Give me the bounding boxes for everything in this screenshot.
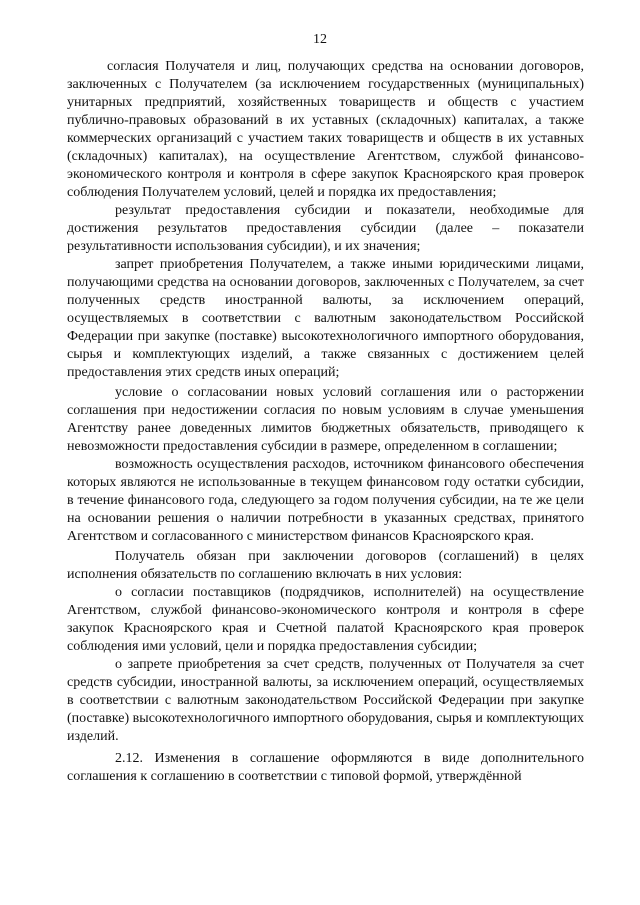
paragraph-result-indicators: результат предоставления субсидии и показатели, необходимые для достижения результатов предоставления субсидии (далее – показатели результативности использования субсидии), и их значения; bbox=[67, 203, 584, 254]
paragraph-supplier-consent: о согласии поставщиков (подрядчиков, исполнителей) на осуществление Агентством, службой финансово-экономического контроля и контроля в сфере закупок Красноярского края и Счетной палатой Красноярского края проверок соблюдения ими условий, цели и порядка предоставления субсидии; bbox=[67, 585, 584, 654]
paragraph-supplier-currency-ban: о запрете приобретения за счет средств, полученных от Получателя за счет средств субсидии, иностранной валюты, за исключением операций, осуществляемых в соответствии с валютным законодательством Российской Федерации при закупке (поставке) высокотехнологичного импортного оборудования, сырья и комплектующих изделий. bbox=[67, 657, 584, 744]
paragraph-consent-recipient: согласия Получателя и лиц, получающих средства на основании договоров, заключенных с Получателем (за исключением государственных (муниципальных) унитарных предприятий, хозяйственных товариществ и обществ с участием публично-правовых образований в их уставных (складочных) капиталах, а также коммерческих организаций с участием таких товариществ и обществ в их уставных (складочных) капиталах), на осуществление Агентством, службой финансово-экономического контроля и контроля в сфере закупок Красноярского края проверок соблюдения Получателем условий, целей и порядка их предоставления; bbox=[67, 59, 584, 200]
page-number: 12 bbox=[313, 32, 327, 47]
document-body bbox=[67, 58, 584, 786]
paragraph-2-12-amendments: 2.12. Изменения в соглашение оформляются в виде дополнительного соглашения к соглашению в соответствии с типовой формой, утверждённой bbox=[67, 751, 584, 784]
paragraph-unused-balance: возможность осуществления расходов, источником финансового обеспечения которых являются не использованные в текущем финансовом году остатки субсидии, в течение финансового года, следующего за годом получения субсидии, на те же цели на основании решения о наличии потребности в указанных средствах, принятого Агентством и согласованного с министерством финансов Красноярского края. bbox=[67, 457, 584, 544]
paragraph-new-terms-condition: условие о согласовании новых условий соглашения или о расторжении соглашения при недостижении согласия по новым условиям в случае уменьшения Агентству ранее доведенных лимитов бюджетных обязательств, приводящего к невозможности предоставления субсидии в размере, определенном в соглашении; bbox=[67, 385, 584, 454]
paragraph-recipient-obligations: Получатель обязан при заключении договоров (соглашений) в целях исполнения обязательств по соглашению включать в них условия: bbox=[67, 549, 584, 582]
paragraph-currency-ban: запрет приобретения Получателем, а также иными юридическими лицами, получающими средства на основании договоров, заключенных с Получателем, за счет полученных средств иностранной валюты, за исключением операций, осуществляемых в соответствии с валютным законодательством Российской Федерации при закупке (поставке) высокотехнологичного импортного оборудования, сырья и комплектующих изделий, а также связанных с достижением целей предоставления этих средств иных операций; bbox=[67, 257, 584, 380]
